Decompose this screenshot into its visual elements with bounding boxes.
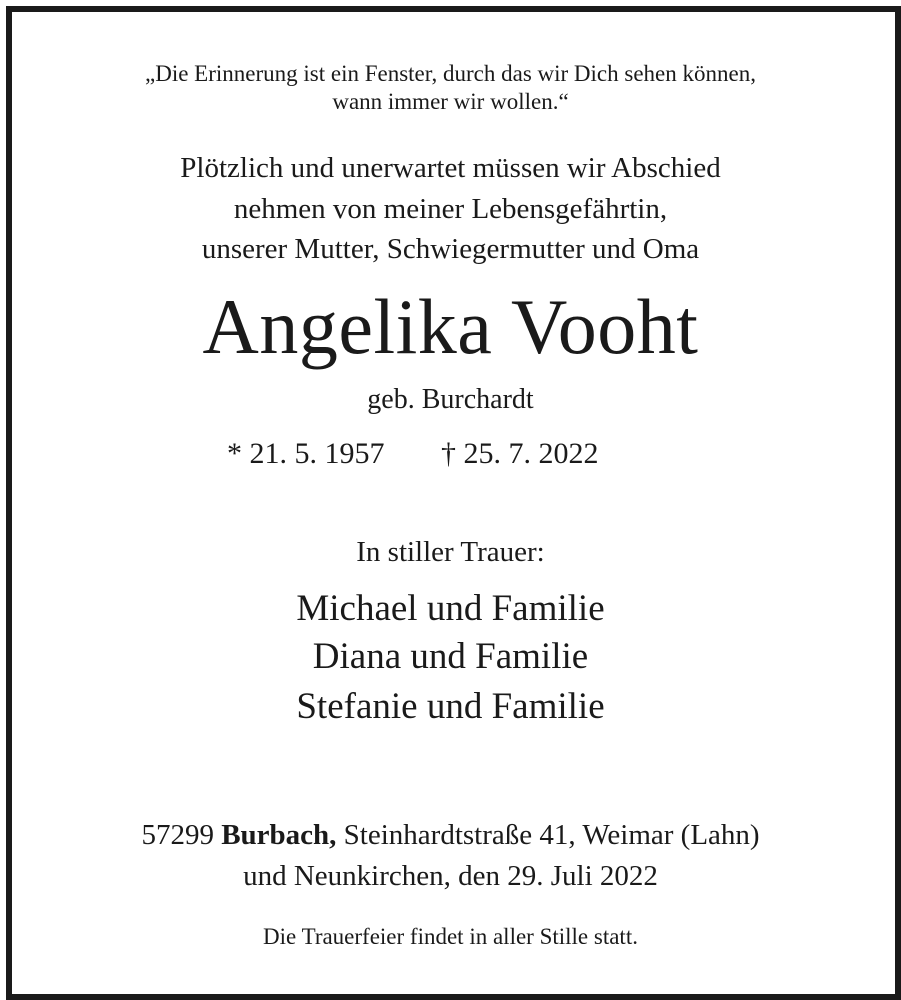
address-line-2: und Neunkirchen, den 29. Juli 2022 <box>243 860 658 892</box>
intro-line-2: nehmen von meiner Lebensgefährtin, <box>233 193 668 225</box>
mourner-family: Michael und Familie <box>296 588 605 629</box>
mourner-family: Diana und Familie <box>312 636 589 677</box>
intro-line-1: Plötzlich und unerwartet müssen wir Abschied <box>180 152 721 184</box>
city: Burbach, <box>221 819 337 851</box>
address-street: Steinhardtstraße 41, Weimar (Lahn) <box>343 819 760 851</box>
quote-line-2: wann immer wir wollen.“ <box>332 89 569 114</box>
maiden-name: geb. Burchardt <box>367 384 534 415</box>
ceremony-note: Die Trauerfeier findet in aller Stille statt. <box>263 924 638 949</box>
quote-line-1: „Die Erinnerung ist ein Fenster, durch das wir Dich sehen können, <box>145 61 756 86</box>
address-line-1 <box>12 816 889 854</box>
intro-line-3: unserer Mutter, Schwiegermutter und Oma <box>201 233 700 265</box>
postcode: 57299 <box>141 819 214 851</box>
mourners-heading: In stiller Trauer: <box>356 536 545 568</box>
death-date: † 25. 7. 2022 <box>441 437 599 470</box>
deceased-name: Angelika Vooht <box>202 283 699 370</box>
mourner-family: Stefanie und Familie <box>296 686 605 727</box>
birth-date: * 21. 5. 1957 <box>227 437 385 470</box>
